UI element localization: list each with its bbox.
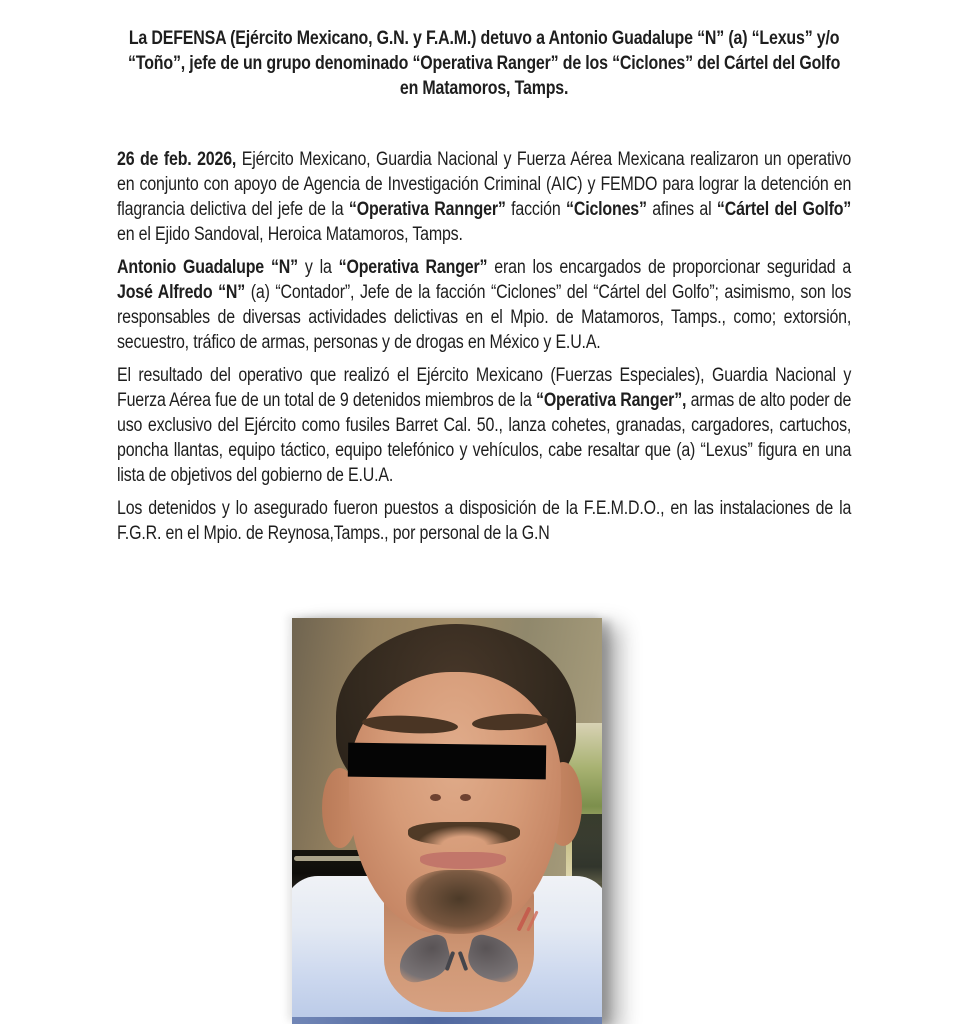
paragraph-results [117,363,851,488]
text-run: eran los encargados de proporcionar seguridad a [487,257,852,278]
text-run: “Ciclones” [566,199,647,220]
paragraph-operation [117,147,851,247]
text-run: facción [505,199,567,220]
text-run: Los detenidos y lo asegurado fueron puestos a disposición de la F.E.M.D.O., en las instalaciones de la F.G.R. en el Mpio. de Reynosa,Tamps., por personal de la G.N [117,498,852,544]
text-run: Antonio Guadalupe “N” (a) “Lexus” y/o “Toño”, [127,28,840,74]
detainee-photo [292,618,602,1024]
paragraph-disposition [117,496,851,546]
photo-nostril [460,794,471,801]
text-run: José Alfredo “N” [117,282,246,303]
text-run: Antonio Guadalupe “N” [117,257,298,278]
text-run: “Operativa Rannger” [348,199,506,220]
text-run: “Operativa Ranger”, [536,390,687,411]
text-run: 26 de feb. 2026, [117,149,237,170]
eye-censor-bar [348,743,546,780]
text-run: armas de alto poder de uso exclusivo del Ejército como fusiles Barret Cal. 50., lanza cohetes, granadas, cargadores, cartuchos, poncha llantas, equipo táctico, equipo telefónico y vehículos, cabe resaltar que (a) “Lexus” figura en una lista de objetivos del gobierno de E.U.A. [117,390,852,486]
text-run: de los “Ciclones” del Cártel del Golfo en Matamoros, Tamps. [399,53,841,99]
text-run: Ejército Mexicano, Guardia Nacional y Fuerza Aérea Mexicana realizaron un operativo en conjunto con apoyo de Agencia de Investigación Criminal (AIC) y FEMDO para lograr la detención en flagrancia delictiva del jefe de la [117,149,852,220]
text-run: en el Ejido Sandoval, Heroica Matamoros, Tamps. [117,224,463,245]
text-run: “Cártel del Golfo” [716,199,852,220]
text-run: y la [297,257,339,278]
text-run: La DEFENSA (Ejército Mexicano, G.N. y F.A.M.) detuvo a [128,28,549,49]
photo-lips [420,852,506,869]
text-run: El resultado del operativo que realizó el Ejército Mexicano (Fuerzas Especiales), Guardia Nacional y Fuerza Aérea fue de un total de 9 detenidos miembros de la [117,365,852,411]
photo-goatee [406,870,512,934]
photo-bottom-strip [292,1017,602,1024]
text-run: (a) “Contador”, Jefe de la facción “Ciclones” del “Cártel del Golfo”; asimismo, son los responsables de diversas actividades delictivas en el Mpio. de Matamoros, Tamps., como; extorsión, secuestro, tráfico de armas, personas y de drogas en México y E.U.A. [117,282,852,353]
text-run: afines al [646,199,717,220]
photo-mustache [408,822,520,846]
text-run: jefe de un grupo denominado [185,53,413,74]
photo-nostril [430,794,441,801]
text-run: “Operativa Ranger” [412,53,559,74]
press-release-text [117,26,851,554]
text-run: “Operativa Ranger” [338,257,488,278]
paragraph-role [117,255,851,355]
headline [117,26,851,101]
